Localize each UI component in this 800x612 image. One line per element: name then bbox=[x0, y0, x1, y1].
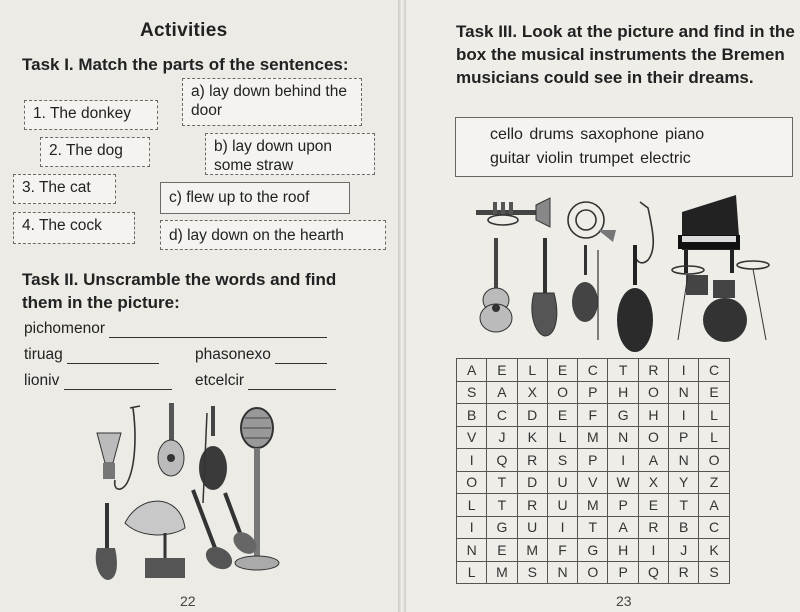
scrambled-word-4: lioniv bbox=[24, 372, 172, 390]
grid-cell[interactable]: J bbox=[669, 539, 699, 562]
answer-line[interactable] bbox=[67, 349, 159, 364]
grid-cell[interactable]: C bbox=[699, 359, 729, 382]
subject-4[interactable]: 4. The cock bbox=[13, 212, 135, 244]
scrambled-word-1: pichomenor bbox=[24, 320, 327, 338]
word-box-line-1: cello drums saxophone piano bbox=[490, 126, 705, 143]
piano-icon bbox=[678, 195, 740, 273]
ending-d[interactable]: d) lay down on the hearth bbox=[160, 220, 386, 250]
grid-cell[interactable]: B bbox=[669, 516, 699, 539]
grid-cell[interactable]: M bbox=[578, 426, 608, 449]
grid-cell[interactable]: F bbox=[547, 539, 577, 562]
grid-row bbox=[457, 539, 730, 562]
grid-cell[interactable]: I bbox=[669, 404, 699, 427]
word-box bbox=[455, 117, 793, 177]
grid-cell[interactable]: Q bbox=[487, 449, 517, 472]
grid-row bbox=[457, 404, 730, 427]
grid-cell[interactable]: R bbox=[517, 449, 547, 472]
instruments-picture-icon bbox=[468, 190, 788, 355]
grid-cell[interactable]: R bbox=[638, 359, 668, 382]
grid-cell[interactable]: L bbox=[547, 426, 577, 449]
grid-cell[interactable]: R bbox=[517, 494, 547, 517]
drums-icon bbox=[672, 261, 769, 342]
grid-cell[interactable]: O bbox=[547, 381, 577, 404]
grid-cell[interactable]: N bbox=[547, 561, 577, 584]
grid-cell[interactable]: O bbox=[638, 426, 668, 449]
ending-a[interactable]: a) lay down behind the door bbox=[182, 78, 362, 126]
electric-guitar-icon bbox=[532, 238, 557, 336]
scrambled-word-3: phasonexo bbox=[195, 346, 327, 364]
grid-cell[interactable]: T bbox=[578, 516, 608, 539]
grid-cell[interactable]: E bbox=[638, 494, 668, 517]
grid-cell[interactable]: B bbox=[457, 404, 487, 427]
grid-cell[interactable]: S bbox=[457, 381, 487, 404]
grid-cell[interactable]: A bbox=[608, 516, 638, 539]
grid-cell[interactable]: S bbox=[517, 561, 547, 584]
grid-cell[interactable]: X bbox=[517, 381, 547, 404]
page-number: 22 bbox=[180, 593, 196, 609]
grid-cell[interactable]: E bbox=[547, 404, 577, 427]
grid-cell[interactable]: I bbox=[669, 359, 699, 382]
grid-row bbox=[457, 494, 730, 517]
grid-cell[interactable]: A bbox=[487, 381, 517, 404]
grid-cell[interactable]: I bbox=[638, 539, 668, 562]
grid-cell[interactable]: V bbox=[457, 426, 487, 449]
grid-cell[interactable]: T bbox=[487, 494, 517, 517]
grid-cell[interactable]: K bbox=[517, 426, 547, 449]
grid-row bbox=[457, 516, 730, 539]
grid-cell[interactable]: V bbox=[578, 471, 608, 494]
grid-cell[interactable]: R bbox=[669, 561, 699, 584]
grid-cell[interactable]: I bbox=[608, 449, 638, 472]
grid-row bbox=[457, 426, 730, 449]
grid-cell[interactable]: G bbox=[487, 516, 517, 539]
subject-1[interactable]: 1. The donkey bbox=[24, 100, 158, 130]
answer-line[interactable] bbox=[275, 349, 327, 364]
right-page bbox=[406, 0, 800, 612]
answer-line[interactable] bbox=[248, 375, 336, 390]
grid-cell[interactable]: A bbox=[638, 449, 668, 472]
grid-cell[interactable]: K bbox=[699, 539, 729, 562]
grid-cell[interactable]: A bbox=[457, 359, 487, 382]
grid-cell[interactable]: G bbox=[608, 404, 638, 427]
grid-cell[interactable]: M bbox=[487, 561, 517, 584]
grid-cell[interactable]: P bbox=[669, 426, 699, 449]
grid-cell[interactable]: I bbox=[547, 516, 577, 539]
instruments-illustration-icon bbox=[85, 398, 290, 588]
grid-cell[interactable]: Y bbox=[669, 471, 699, 494]
ending-c[interactable]: c) flew up to the roof bbox=[160, 182, 350, 214]
grid-row bbox=[457, 561, 730, 584]
grid-cell[interactable]: L bbox=[457, 494, 487, 517]
grid-cell[interactable]: N bbox=[608, 426, 638, 449]
grid-cell[interactable]: X bbox=[638, 471, 668, 494]
grid-cell[interactable]: L bbox=[699, 404, 729, 427]
subject-2[interactable]: 2. The dog bbox=[40, 137, 150, 167]
grid-cell[interactable]: T bbox=[669, 494, 699, 517]
grid-row bbox=[457, 381, 730, 404]
grid-cell[interactable]: G bbox=[578, 539, 608, 562]
task3-heading: Task III. Look at the picture and find in the box the musical instruments the Bremen musicians could see in their dreams. bbox=[456, 22, 795, 87]
grid-row bbox=[457, 471, 730, 494]
grid-cell[interactable]: I bbox=[457, 516, 487, 539]
grid-cell[interactable]: F bbox=[578, 404, 608, 427]
trumpet-icon bbox=[476, 198, 550, 227]
grid-cell[interactable]: C bbox=[487, 404, 517, 427]
grid-cell[interactable]: O bbox=[699, 449, 729, 472]
grid-cell[interactable]: H bbox=[638, 404, 668, 427]
grid-cell[interactable]: W bbox=[608, 471, 638, 494]
grid-cell[interactable]: S bbox=[547, 449, 577, 472]
violin-icon bbox=[572, 245, 598, 340]
grid-cell[interactable]: T bbox=[608, 359, 638, 382]
grid-cell[interactable]: O bbox=[578, 561, 608, 584]
grid-cell[interactable]: Q bbox=[638, 561, 668, 584]
grid-cell[interactable]: E bbox=[547, 359, 577, 382]
grid-cell[interactable]: H bbox=[608, 539, 638, 562]
grid-cell[interactable]: O bbox=[457, 471, 487, 494]
word-box-line-2: guitar violin trumpet electric bbox=[490, 150, 691, 167]
grid-cell[interactable]: P bbox=[608, 561, 638, 584]
answer-line[interactable] bbox=[109, 323, 327, 338]
grid-cell[interactable]: I bbox=[457, 449, 487, 472]
subject-3[interactable]: 3. The cat bbox=[13, 174, 116, 204]
guitar-icon bbox=[480, 238, 512, 332]
grid-row bbox=[457, 359, 730, 382]
grid-cell[interactable]: D bbox=[517, 471, 547, 494]
grid-cell[interactable]: C bbox=[578, 359, 608, 382]
saxophone-icon bbox=[636, 202, 654, 263]
grid-row bbox=[457, 449, 730, 472]
grid-cell[interactable]: L bbox=[699, 426, 729, 449]
grid-cell[interactable]: N bbox=[669, 449, 699, 472]
grid-cell[interactable]: C bbox=[699, 516, 729, 539]
scrambled-word-5: etcelcir bbox=[195, 372, 336, 390]
grid-cell[interactable]: M bbox=[578, 494, 608, 517]
ending-b[interactable]: b) lay down upon some straw bbox=[205, 133, 375, 175]
grid-cell[interactable]: R bbox=[638, 516, 668, 539]
grid-cell[interactable]: E bbox=[487, 359, 517, 382]
grid-cell[interactable]: U bbox=[547, 494, 577, 517]
grid-cell[interactable]: N bbox=[457, 539, 487, 562]
task1-heading: Task I. Match the parts of the sentences: bbox=[22, 55, 349, 74]
grid-cell[interactable]: U bbox=[517, 516, 547, 539]
task2-heading: Task II. Unscramble the words and find them in the picture: bbox=[22, 270, 337, 312]
grid-cell[interactable]: E bbox=[699, 381, 729, 404]
grid-cell[interactable]: H bbox=[608, 381, 638, 404]
scrambled-word-2: tiruag bbox=[24, 346, 159, 364]
page-title: Activities bbox=[140, 20, 228, 41]
grid-cell[interactable]: P bbox=[578, 381, 608, 404]
grid-cell[interactable]: O bbox=[638, 381, 668, 404]
grid-cell[interactable]: L bbox=[517, 359, 547, 382]
grid-cell[interactable]: E bbox=[487, 539, 517, 562]
grid-cell[interactable]: T bbox=[487, 471, 517, 494]
grid-cell[interactable]: Z bbox=[699, 471, 729, 494]
grid-cell[interactable]: N bbox=[669, 381, 699, 404]
word-search-grid bbox=[456, 358, 730, 584]
grid-cell[interactable]: P bbox=[608, 494, 638, 517]
book-gutter bbox=[398, 0, 406, 612]
grid-cell[interactable]: M bbox=[517, 539, 547, 562]
grid-cell[interactable]: D bbox=[517, 404, 547, 427]
grid-cell[interactable]: L bbox=[457, 561, 487, 584]
grid-cell[interactable]: S bbox=[699, 561, 729, 584]
page-number: 23 bbox=[616, 593, 632, 609]
grid-cell[interactable]: A bbox=[699, 494, 729, 517]
answer-line[interactable] bbox=[64, 375, 172, 390]
french-horn-icon bbox=[568, 202, 616, 242]
grid-cell[interactable]: P bbox=[578, 449, 608, 472]
left-page bbox=[0, 0, 398, 612]
grid-cell[interactable]: U bbox=[547, 471, 577, 494]
grid-cell[interactable]: J bbox=[487, 426, 517, 449]
